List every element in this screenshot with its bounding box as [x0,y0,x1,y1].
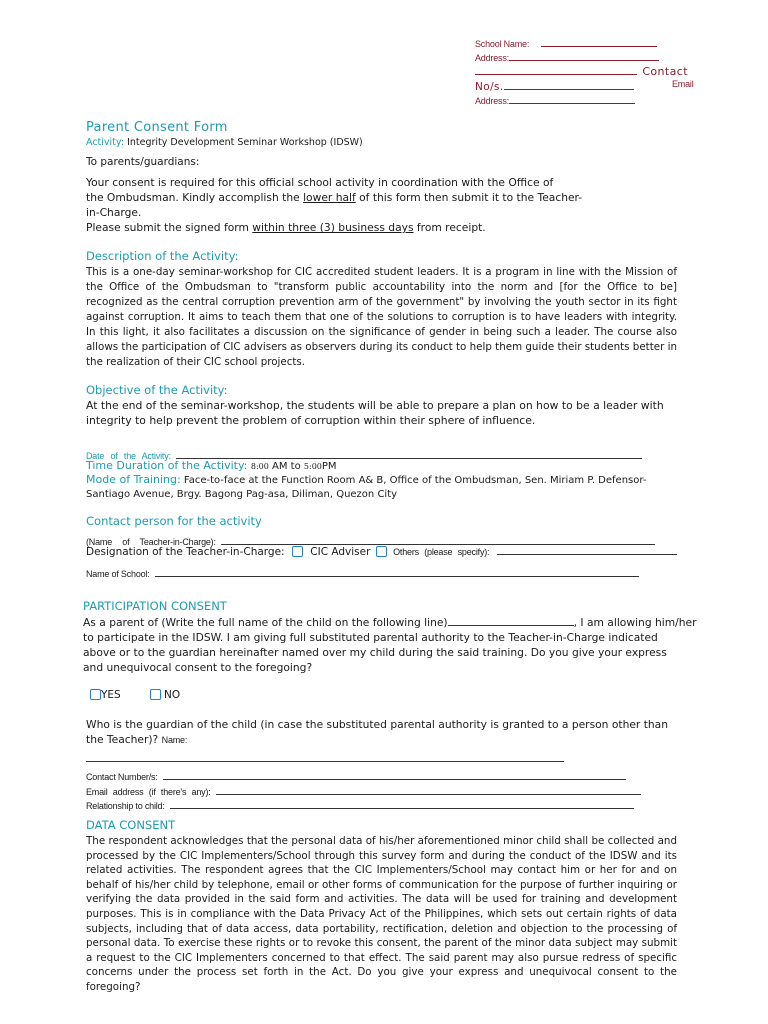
header-block [475,37,705,108]
intro-line: Your consent is required for this official school activity in coordination with the Office of [86,176,554,189]
child-name-field[interactable] [448,616,574,626]
activity-label: Activity: [86,137,125,148]
time-am: AM to [268,461,304,472]
intro-line: Please submit the signed form within three (3) business days from receipt. [86,221,486,234]
guardian-name-label: Name: [161,735,188,745]
mode-block [86,473,686,502]
teacher-name-label: (Name of Teacher-in-Charge): [86,537,216,547]
time-label: Time Duration of the Activity: [86,459,248,472]
objective-text: At the end of the seminar-workshop, the students will be able to prepare a plan on how to be a leader with integrity to help prevent the problem of corruption within their sphere of influence. [86,399,664,427]
contact-label: Contact [642,65,688,78]
mode-label: Mode of Training: [86,473,181,486]
time-pm: PM [321,461,337,472]
school-name-field[interactable] [541,37,657,47]
deadline-text: within three (3) business days [252,221,414,234]
guardian-contact-field[interactable] [163,770,626,780]
teacher-name-field[interactable] [221,535,655,545]
date-label: Date of the Activity: [86,451,171,461]
lower-half-text: lower half [303,191,356,204]
guardian-question: Who is the guardian of the child (in case the substituted parental authority is granted to a person other than the Teacher)? Name: [86,718,669,746]
school-name-label: School Name: [475,39,530,49]
mode-line: Face-to-face at the Function Room A& B, Office of the Ombudsman, Sen. Miriam P. Defensor- [180,475,647,486]
others-field[interactable] [497,545,677,555]
guardian-relationship-row [86,794,634,813]
no-checkbox[interactable] [150,689,161,700]
no-option[interactable] [150,689,180,701]
data-consent-text: The respondent acknowledges that the personal data of his/her aforementioned minor child shall be collected and processed by the CIC Implementers/School through this survey form and during the conduct of the IDSW and its related activities. The respondent agrees that the CIC Implementers/School may contact him or her for and on behalf of his/her child by telephone, email or other forms of communication for the purpose of further inquiring or verifying the data provided in the said form and activities. The data will be used for training and development purposes. This is in compliance with the Data Privacy Act of the Philippines, which sets out certain rights of data subjects, including that of data access, data portability, rectification, deletion and objection to the processing of personal data. To exercise these rights or to revoke this consent, the parent of the minor data subject may submit a request to the CIC Implementers concerned to that effect. The said parent may also pursue redress of specific concerns under the process set forth in the Act. Do you give your express and unequivocal consent to the foregoing? [86,835,677,993]
address2-field[interactable] [509,94,635,104]
guardian-relationship-label: Relationship to child: [86,801,165,811]
address-label: Address: [475,53,509,63]
activity-line [86,137,363,148]
date-field[interactable] [176,449,642,459]
intro-line: in-Charge. [86,206,142,219]
guardian-contact-label: Contact Number/s: [86,772,158,782]
school-row [86,562,639,581]
others-label: Others (please specify): [393,547,490,557]
activity-value: Integrity Development Seminar Workshop (IDSW) [127,137,363,148]
contact-heading: Contact person for the activity [86,514,262,528]
intro-line: the Ombudsman. Kindly accomplish the lower half of this form then submit it to the Teacher- [86,191,583,204]
yes-option[interactable] [90,689,121,701]
address-field[interactable] [509,51,659,61]
objective-heading: Objective of the Activity: [86,383,228,397]
description-heading: Description of the Activity: [86,249,239,263]
contact-no-field[interactable] [504,80,634,90]
data-consent-heading: DATA CONSENT [86,818,176,832]
salutation: To parents/guardians: [86,156,200,168]
participation-paragraph: As a parent of (Write the full name of the child on the following line) , I am allowing him/her to participate in the IDSW. I am giving full substituted parental authority to the Teacher-in-Charge indicated above or to the guardian hereinafter named over my child during the said training. Do you give your express and unequivocal consent to the foregoing? [83,616,697,674]
yes-checkbox[interactable] [90,689,101,700]
designation-label: Designation of the Teacher-in-Charge: [86,546,285,558]
guardian-email-label: Email address (if there's any): [86,787,211,797]
guardian-relationship-field[interactable] [170,799,634,809]
time-start: 8:00 [250,462,269,471]
time-end: 5:00 [303,462,322,471]
cic-adviser-label: CIC Adviser [310,546,371,558]
cic-adviser-checkbox[interactable] [292,546,303,557]
intro-paragraph [86,175,686,235]
address2-label: Address: [475,96,509,106]
email-label: Email [672,79,694,89]
nos-label: No/s. [475,81,504,93]
participation-heading: PARTICIPATION CONSENT [83,599,227,613]
school-label: Name of School: [86,569,150,579]
designation-row [86,545,677,558]
address-field-2[interactable] [475,65,637,75]
page-title: Parent Consent Form [86,120,228,135]
description-text: This is a one-day seminar-workshop for CIC accredited student leaders. It is a program in line with the Mission of the Office of the Ombudsman to "transform public accountability into the norm and [for the Office to be] recognized as the central corruption prevention arm of the government" by involving the youth sector in its fight against corruption. It aims to teach them that one of the solutions to corruption is to have leaders with integrity. In this light, it also facilitates a discussion on the significance of gender in being such a leader. The course also allows the participation of CIC advisers as observers during its conduct to help them guide their students better in the realization of their CIC school projects. [86,266,677,368]
no-label: NO [164,689,181,701]
time-row [86,459,337,472]
guardian-name-field[interactable] [86,752,564,762]
mode-line: Santiago Avenue, Brgy. Bagong Pag-asa, Diliman, Quezon City [86,489,398,500]
school-field[interactable] [155,567,639,577]
others-checkbox[interactable] [376,546,387,557]
yes-label: YES [101,689,121,701]
